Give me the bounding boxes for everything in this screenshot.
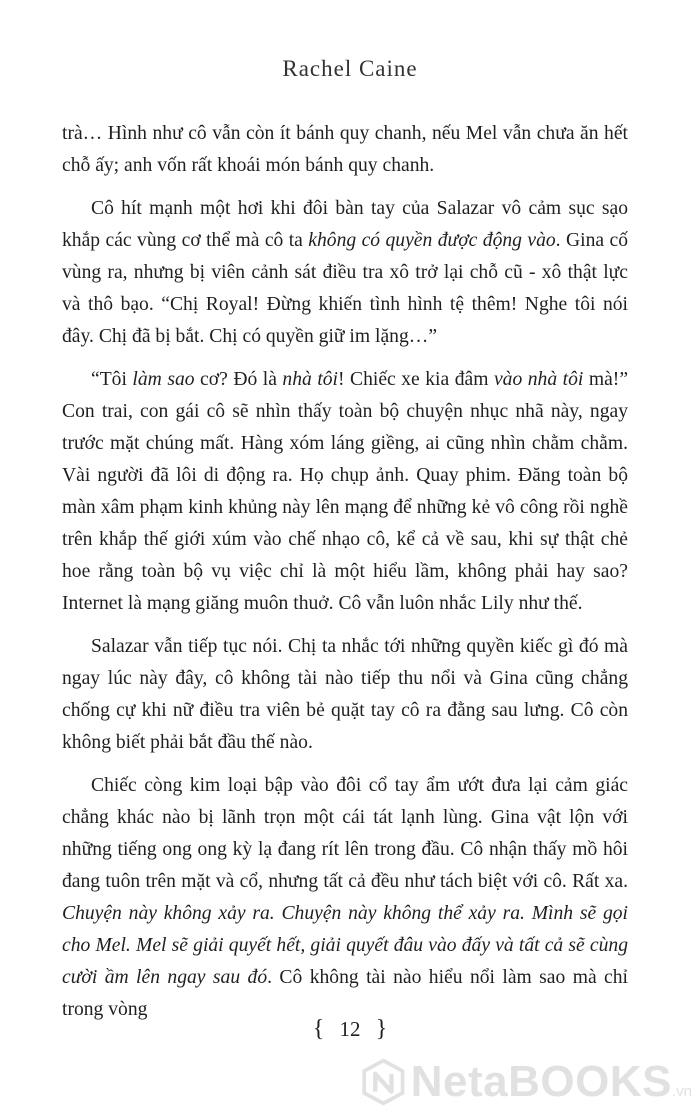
watermark-suffix: .vn <box>671 1083 692 1100</box>
paragraph <box>62 193 628 353</box>
italic-text-segment: làm sao <box>132 369 195 390</box>
italic-text-segment: Chuyện này không xảy ra. Chuyện này không thể xảy ra. Mình sẽ gọi cho Mel. Mel sẽ giải quyết hết, giải quyết đâu vào đấy và tất cả sẽ cùng cười ầm lên ngay sau đó <box>62 903 628 988</box>
text-segment: . Gina cố vùng ra, nhưng bị viên cảnh sát điều tra xô trở lại chỗ cũ - xô thật lực và thô bạo. “Chị Royal! Đừng khiến tình hình tệ thêm! Nghe tôi nói đây. Chị đã bị bắt. Chị có quyền giữ im lặng…” <box>62 230 628 347</box>
paragraph <box>62 118 628 182</box>
paragraph <box>62 770 628 1026</box>
page-number <box>0 1016 700 1043</box>
running-header-author: Rachel Caine <box>282 56 418 81</box>
page-number-brace-close: } <box>375 1016 388 1042</box>
text-segment: Salazar vẫn tiếp tục nói. Chị ta nhắc tới những quyền kiếc gì đó mà ngay lúc này đây, cô không tài nào tiếp thu nổi và Gina cũng chẳng chống cự khi nữ điều tra viên bẻ quặt tay cô ra đằng sau lưng. Cô còn không biết phải bắt đầu thế nào. <box>62 636 628 753</box>
text-segment: mà!” Con trai, con gái cô sẽ nhìn thấy toàn bộ chuyện nhục nhã này, ngay trước mặt chúng mất. Hàng xóm láng giềng, ai cũng nhìn chằm chằm. Vài người đã lôi di động ra. Họ chụp ảnh. Quay phim. Đăng toàn bộ màn xâm phạm kinh khủng này lên mạng để những kẻ vô công rồi nghề trên khắp thế giới xúm vào chế nhạo cô, kể cả về sau, khi sự thật chẻ hoe rằng toàn bộ vụ việc chỉ là một hiểu lầm, không phải hay sao? Internet là mạng giăng muôn thuở. Cô vẫn luôn nhắc Lily như thế. <box>62 369 629 614</box>
paragraph <box>62 631 628 759</box>
text-segment: Chiếc còng kim loại bập vào đôi cổ tay ẩm ướt đưa lại cảm giác chẳng khác nào bị lãnh trọn một cái tát lạnh lùng. Gina vật lộn với những tiếng ong ong kỳ lạ đang rít lên trong đầu. Cô nhận thấy mồ hôi đang tuôn trên mặt và cổ, nhưng tất cả đều như tách biệt với cô. Rất xa. <box>62 775 628 892</box>
text-segment: . Cô không tài nào hiểu nổi làm sao mà chỉ trong vòng <box>62 967 628 1020</box>
text-segment: ! Chiếc xe kia đâm <box>338 369 494 390</box>
page-number-value: 12 <box>339 1017 361 1041</box>
text-segment: cơ? Đó là <box>194 369 283 390</box>
italic-text-segment: vào nhà tôi <box>493 369 584 390</box>
page-number-brace-open: { <box>312 1016 325 1042</box>
text-segment: “Tôi <box>91 369 133 390</box>
netabooks-watermark <box>362 1044 692 1120</box>
netabooks-logo-icon <box>362 1051 405 1113</box>
paragraph <box>62 364 628 620</box>
body-text <box>62 118 628 1037</box>
italic-text-segment: nhà tôi <box>282 369 339 390</box>
text-segment: trà… Hình như cô vẫn còn ít bánh quy chanh, nếu Mel vẫn chưa ăn hết chỗ ấy; anh vốn rất khoái món bánh quy chanh. <box>62 123 628 176</box>
watermark-text: NetaBOOKS <box>410 1057 672 1106</box>
italic-text-segment: không có quyền được động vào <box>308 230 556 251</box>
text-segment: Cô hít mạnh một hơi khi đôi bàn tay của Salazar vô cảm sục sạo khắp các vùng cơ thể mà cô ta <box>62 198 628 251</box>
